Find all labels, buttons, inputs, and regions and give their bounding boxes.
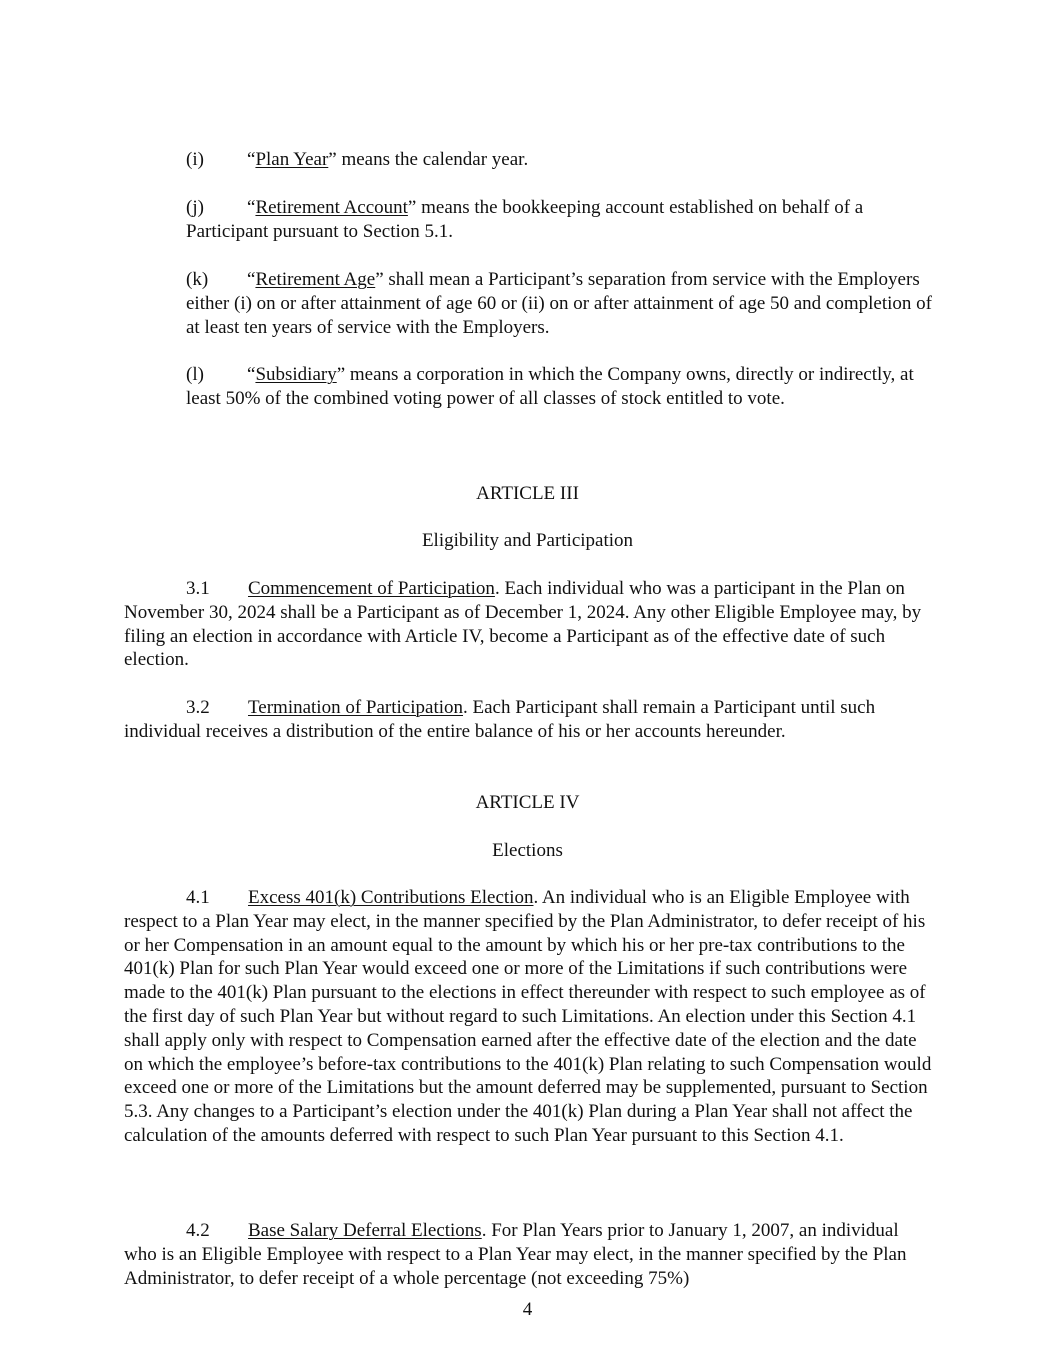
article-iii-heading: ARTICLE III <box>476 483 579 504</box>
section-3-2 <box>124 696 936 744</box>
definition-text: ” means the calendar year. <box>328 149 529 170</box>
section-number: 3.1 <box>186 578 210 599</box>
section-text: . For Plan Years prior to January 1, 2007, an individual who is an Eligible Employee with respect to a Plan Year may elect, in the manner specified by the Plan Administrator, to defer receipt of a whole percentage (not exceeding 75%) <box>124 1220 907 1289</box>
section-4-2 <box>124 1219 936 1290</box>
section-title: Termination of Participation <box>248 697 464 718</box>
open-quote: “ <box>247 364 256 385</box>
definition-label: (i) <box>186 149 204 170</box>
defined-term: Retirement Account <box>255 197 408 218</box>
definition-text: ” means the bookkeeping account established on behalf of a Participant pursuant to Section 5.1. <box>186 197 864 242</box>
page-number: 4 <box>522 1299 533 1320</box>
defined-term: Subsidiary <box>255 364 337 385</box>
section-number: 4.1 <box>186 887 210 908</box>
section-title: Commencement of Participation <box>248 578 495 599</box>
open-quote: “ <box>247 149 256 170</box>
article-iv-heading: ARTICLE IV <box>475 792 580 813</box>
section-text: . Each Participant shall remain a Participant until such individual receives a distribution of the entire balance of his or her accounts hereunder. <box>124 697 876 742</box>
open-quote: “ <box>247 197 256 218</box>
section-4-1 <box>124 886 936 1148</box>
definition-label: (k) <box>186 269 209 290</box>
definition-text: ” shall mean a Participant’s separation from service with the Employers either (i) on or after attainment of age 60 or (ii) on or after attainment of age 50 and completion of at least ten years of service with the Employers. <box>186 269 932 338</box>
definition-text: ” means a corporation in which the Company owns, directly or indirectly, at least 50% of the combined voting power of all classes of stock entitled to vote. <box>186 364 914 409</box>
open-quote: “ <box>247 269 256 290</box>
defined-term: Plan Year <box>255 149 329 170</box>
definition-label: (l) <box>186 364 204 385</box>
article-iv-subheading: Elections <box>492 840 563 861</box>
section-title: Excess 401(k) Contributions Election <box>248 887 534 908</box>
section-text: . Each individual who was a participant in the Plan on November 30, 2024 shall be a Participant as of December 1, 2024. Any other Eligible Employee may, by filing an election in accordance with Article IV, become a Participant as of the effective date of such election. <box>124 578 922 671</box>
article-iii-subheading: Eligibility and Participation <box>421 530 634 551</box>
defined-term: Retirement Age <box>255 269 376 290</box>
definition-plan-year <box>186 148 938 172</box>
definition-retirement-account <box>186 196 938 244</box>
section-text: . An individual who is an Eligible Employee with respect to a Plan Year may elect, in the manner specified by the Plan Administrator, to defer receipt of his or her Compensation in an amount equal to the amount by which his or her pre-tax contributions to the 401(k) Plan for such Plan Year would exceed one or more of the Limitations if such contributions were made to the 401(k) Plan pursuant to the elections in effect thereunder with respect to such employee as of the first day of such Plan Year but without regard to such Limitations. An election under this Section 4.1 shall apply only with respect to Compensation earned after the effective date of the election and the date on which the employee’s before-tax contributions to the 401(k) Plan relating to such Compensation would exceed one or more of the Limitations but the amount deferred may be supplemented, pursuant to Section 5.3. Any changes to a Participant’s election under the 401(k) Plan during a Plan Year shall not affect the calculation of the amounts deferred with respect to such Plan Year pursuant to this Section 4.1. <box>124 887 932 1146</box>
section-number: 3.2 <box>186 697 210 718</box>
section-3-1 <box>124 577 936 672</box>
definition-retirement-age <box>186 268 938 339</box>
definition-subsidiary <box>186 363 938 411</box>
definition-label: (j) <box>186 197 204 218</box>
section-number: 4.2 <box>186 1220 210 1241</box>
section-title: Base Salary Deferral Elections <box>248 1220 482 1241</box>
